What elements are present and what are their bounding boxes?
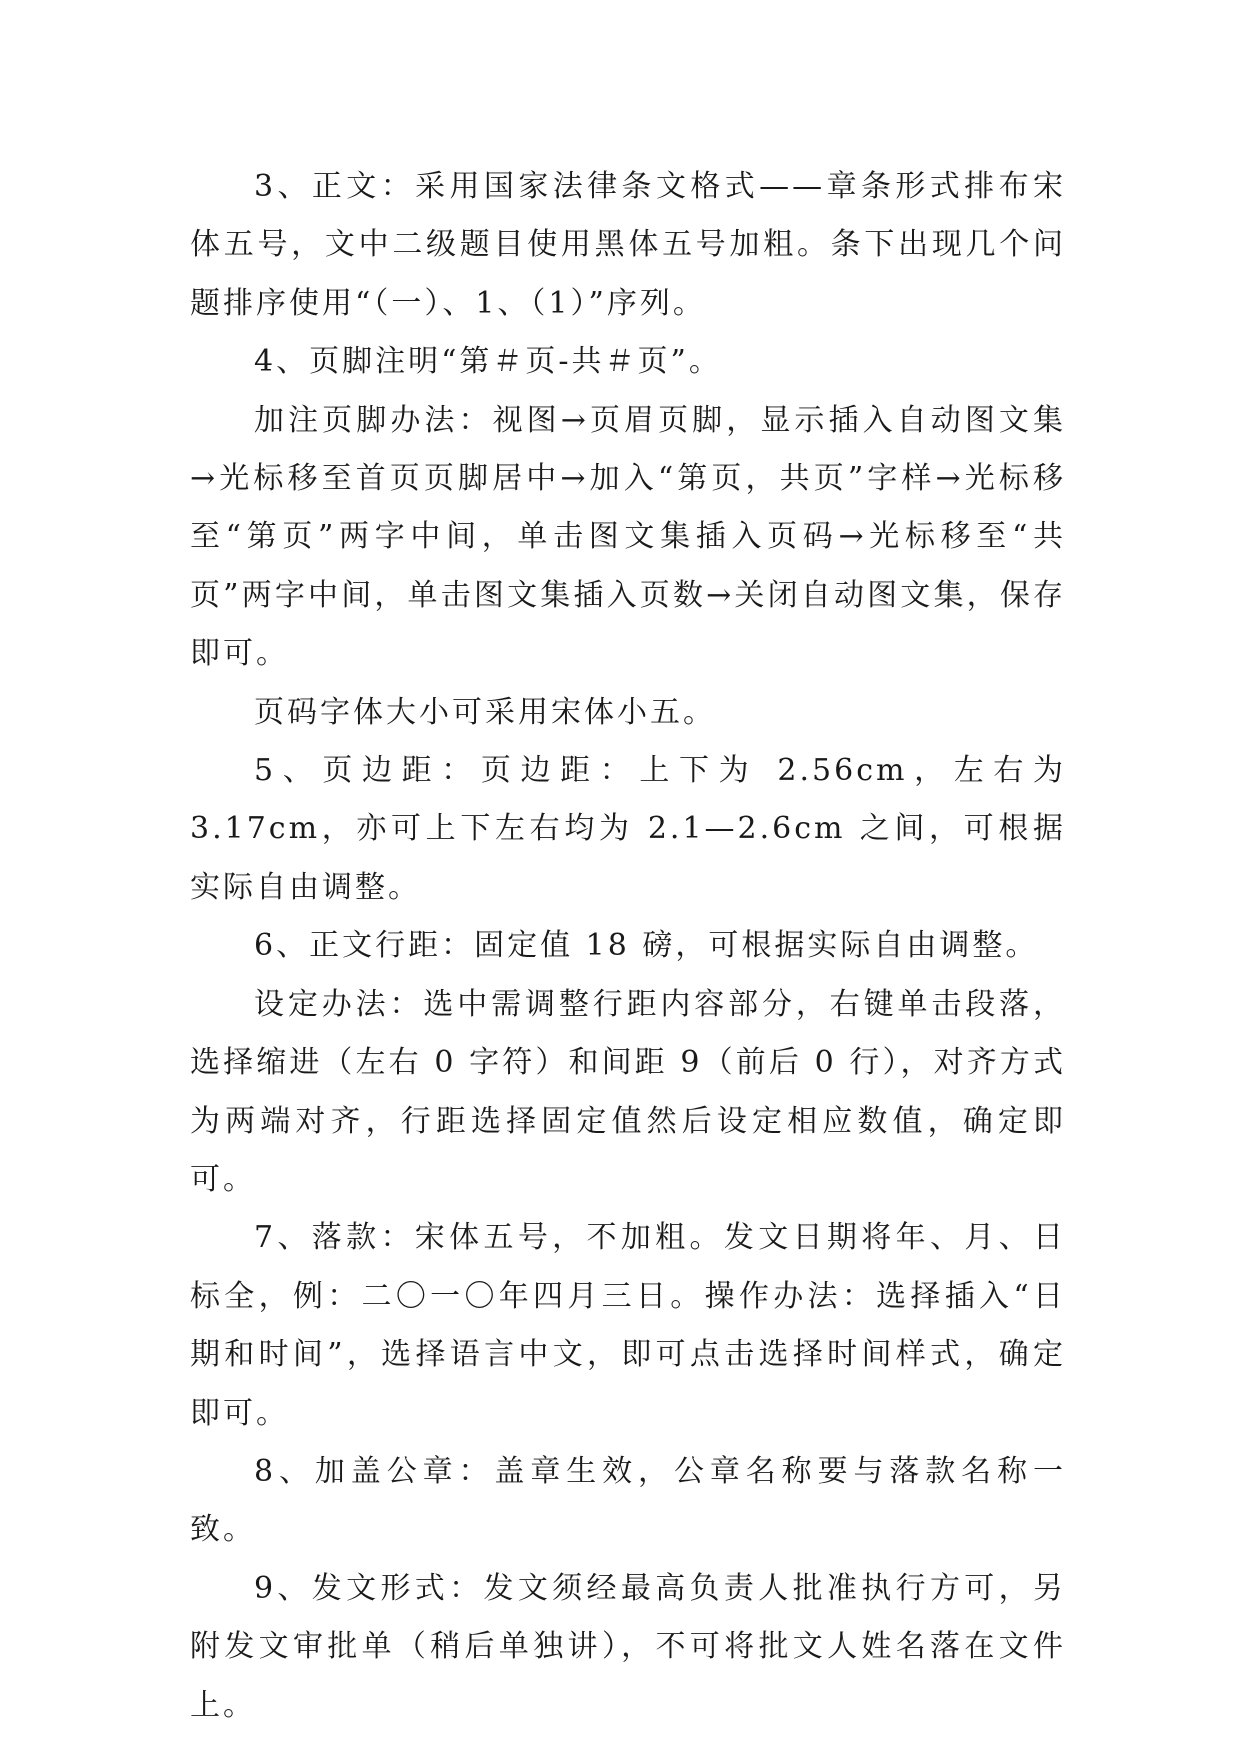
- document-body: [190, 158, 1066, 1735]
- paragraph-page-number-font: 页码字体大小可采用宋体小五。: [254, 694, 716, 730]
- paragraph-footer-method: 加注页脚办法：视图→页眉页脚，显示插入自动图文集→光标移至首页页脚居中→加入“第页，共页”字样→光标移至“第页”两字中间，单击图文集插入页码→光标移至“共页”两字中间，单击图文集插入页数→关闭自动图文集，保存即可。: [190, 402, 1066, 672]
- paragraph-margins: 5、页边距：页边距：上下为 2.56cm，左右为 3.17cm，亦可上下左右均为 2.1—2.6cm 之间，可根据实际自由调整。: [190, 753, 1066, 905]
- paragraph-official-seal: 8、加盖公章：盖章生效，公章名称要与落款名称一致。: [190, 1453, 1066, 1548]
- paragraph-line-spacing-method: 设定办法：选中需调整行距内容部分，右键单击段落，选择缩进（左右 0 字符）和间距 9（前后 0 行），对齐方式为两端对齐，行距选择固定值然后设定相应数值，确定即可。: [190, 986, 1066, 1197]
- paragraph-line-spacing: 6、正文行距：固定值 18 磅，可根据实际自由调整。: [254, 928, 1039, 964]
- paragraph-issuing-form: 9、发文形式：发文须经最高负责人批准执行方可，另附发文审批单（稍后单独讲），不可将批文人姓名落在文件上。: [190, 1570, 1066, 1723]
- paragraph-body-text: 3、正文：采用国家法律条文格式——章条形式排布宋体五号，文中二级题目使用黑体五号加粗。条下出现几个问题排序使用“（一）、1、（1）”序列。: [190, 169, 1066, 321]
- paragraph-footer: 4、页脚注明“第＃页-共＃页”。: [254, 344, 722, 380]
- paragraph-signature: 7、落款：宋体五号，不加粗。发文日期将年、月、日标全，例：二〇一〇年四月三日。操作办法：选择插入“日期和时间”，选择语言中文，即可点击选择时间样式，确定即可。: [190, 1220, 1066, 1431]
